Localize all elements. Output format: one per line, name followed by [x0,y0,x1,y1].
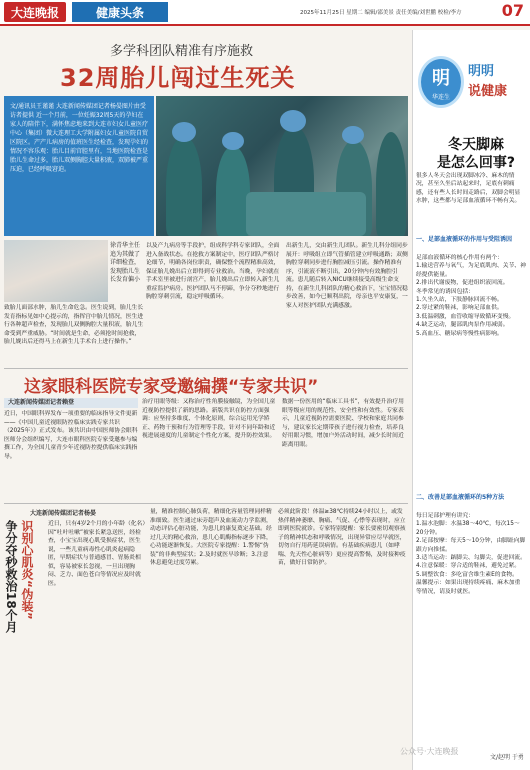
list-item: 足部血液循环的核心作用有两个： [416,255,503,261]
list-item: 3.适当运动：踮脚尖、勾脚尖，促进回流。 [416,555,526,562]
list-item: 2.足部按摩：每天5～10分钟，由脚趾向脚跟方向推揉。 [416,538,526,553]
page-number: 07 [501,1,524,20]
main-headline: 32周胎儿闯过生死关 [60,64,296,92]
third-body-col2: 量，精准控制心肺负荷，精细化容量管理同样精准细致。医生通过床旁超声及血流动力学监测，动态评估心脏功能，为患儿的康复奠定基础。经过几天的精心救治，患儿心肌酶指标逐步下降，心功能逐渐恢复。大医院专家提醒：1.警惕“伪装”的非典型症状；2.及时就医早诊断；3.注意休息避免过度劳累。 [150,509,272,566]
surgery-photo [156,96,408,236]
list-item: 5.调整饮食：多吃富含维生素E的食物。 [416,571,518,578]
list-item: 5.高血压、糖尿病等慢性病影响。 [416,330,503,337]
list-item: 1.久坐久站，下肢静脉回流不畅。 [416,297,503,304]
list-item: 冬季常见的诱因包括： [416,288,474,295]
sidebar-list1 [416,254,526,494]
divider [4,503,408,504]
third-title-line1: 争分夺秒救治18个月 [4,520,18,633]
second-body-col3: 数据一份医用的“临床工具书”，有效提升治疗用眼等级应用的规范性、安全性和有效性。专家表示，儿童近视防控需要医院、学校和家庭共同参与，建议家长定期带孩子进行视力检查，培养良好用眼习惯，增加户外活动时间，减少长时间近距离用眼。 [282,399,404,448]
list-item: 4.缺乏运动，腿部肌肉泵作用减弱。 [416,322,509,329]
second-body-col2: 治疗用眼等级：又称治疗性角膜接触镜，为全国儿童近视防控提供了新的思路。新版共识在防控方面强调：应坚持多维度、个体化原则，综合运用光学矫正、药物干预和行为管理等手段，针对不同年龄和近视进展速度的儿童制定个性化方案，提升防控效果。 [142,399,276,439]
brand-sub: 华连生 [431,94,450,101]
sidebar-title-line1: 冬天脚麻 [448,137,504,153]
main-kicker: 多学科团队精准有序施救 [110,44,254,59]
divider [4,368,408,369]
main-body-col1: 致胎儿面部水肿，胎儿生命危急。医生说到，胎儿生长发育指标见如中心提示的，指挥宫中胎儿情况，医生进行各种超声检查，发现胎儿双侧胸腔大量积液，胎儿生命受到严重威胁。“时间就是生命，必须抢时间抢救，胎儿娩出后还得马上在新生儿手术台上进行操作。” [4,305,144,345]
list-item: 1.温水泡脚：水温38～40℃，每次15～20分钟。 [416,521,520,536]
sidebar-intro: 很多人冬天会出现双脚冰冷、麻木的情况，甚至久坐后站起来时，足底有刺痛感，还有些人长时间走路后，双脚会明显水肿，这些都与足部血液循环不畅有关。 [416,173,521,205]
sidebar-author: 文/赵明 于勇 [490,754,524,761]
second-byline: 大连新闻传媒团记者赖登 [4,398,138,408]
inset-caption: 徐青华主任追为其做了详细检查，发现胎儿生长发育偏小 [110,242,141,283]
list-item: 4.注意保暖：穿合适的鞋袜，避免过紧。 [416,563,521,570]
sidebar-list2 [416,512,526,742]
list-item: 1.输送营养与氧气，为足底肌肉、关节、神经提供能量。 [416,263,526,278]
list-item: 3.低温刺激，血管收缩导致循环变慢。 [416,313,515,320]
sidebar-title-line2: 是怎么回事? [436,155,516,171]
lead-paragraph: 文/通讯员王谨谨 大连新闻传媒团记者杨晏图片由受访者提供 近一个月前，一位妊娠32周5天的孕妇在家人的陪伴下，满怀焦虑地来到大连市妇女儿童医疗中心（集团）微大连理工大学附属妇女儿童医院自贸区院区。产产儿病房的值班医生经检查，发现孕妇的情况不容乐观：胎儿目前宫腔里有，当地医院检查是胎儿生命过多，胎儿双侧胸腔大量积液，双肺被严重压迫，已经呼吸窘迫。 [4,96,154,236]
brand-slogan: 说健康 [468,84,508,99]
second-headline: 这家眼科医院专家受邀编撰“专家共识” [24,377,319,397]
main-body-col2: 以及产九病房等手段护，组成科学科专家团队，全面进入备战状态。在抢救方案制定中，医疗团队严格讨论细节，明确各岗位职责，确保整个流程精准高效，保证胎儿娩出后立即得到专业救治。当晚，孕妇就在手术室里被进行剖宫产，胎儿娩出后立即转入新生儿重症监护病房。医护团队马不停蹄，争分夺秒地进行胸腔穿刺引流，稳定呼吸循环。 [146,243,280,300]
inset-photo [4,240,108,302]
main-body-col3: 出新生儿，交由新生儿团队。新生儿科分组同步展开：呼吸组立即气管插管建立呼吸通路；双侧胸腔穿刺同步进行胸腔减压引流。操作精准有序，引流液不断引出，20分钟内有效胸腔引流。患儿随后转入NICU继续接受高级生命支持，在新生儿科团队的精心救治下，宝宝情况稳步改善，如今已顺利出院，母亲也平安康复，一家人对医护团队充满感激。 [286,243,408,309]
list-item: 2.排出代谢废物，促进组织液回流。 [416,280,509,287]
third-body-col1: 近日，只有4岁2个月的小年龄（化名）因“吐叶吐嗽”被家长紧急送医，经检查，小宝宝出现心肌受损症状，医生说，一些儿童病毒性心肌炎起病隐匿，早期症状与普通感冒、胃肠炎相似，容易被家长忽视，一旦出现胸闷、乏力、面色苍白等情况应及时就医。 [48,521,146,587]
sidebar-section2-heading: 二、改善足部血液循环的5种方法 [416,494,505,501]
brand-character: 明 [432,68,450,89]
list-item: 温馨提示：如果出现持续疼痛、麻木加重等情况，请及时就医。 [416,580,521,595]
third-title-line2: 识别心肌炎“伪装” [20,520,34,620]
third-body-col3: 必须此阶段！体温≥38℃持续24小时以上，或发热伴精神萎靡、胸痛、气促、心悸等表现时，应立即到医院就诊。专家特别提醒：家长要密切观察孩子的精神状态和呼吸情况，出现异常应尽早就医，切勿自行用药延误病情。有基础疾病患儿（如哮喘、先天性心脏病等）更应提高警惕，及时接种疫苗，做好日常防护。 [278,509,406,566]
list-item: 2.穿过紧的鞋袜，影响足部血供。 [416,305,503,312]
brand-name: 明明 [468,64,495,79]
edition-meta: 2025年11月25日 星期二 编辑/邵美景 责任美编/刘世鹏 校检/李方 [300,10,462,16]
list-item: 每日足部护理有讲究： [416,513,474,519]
watermark: 公众号·大连晚报 [400,747,459,756]
third-byline: 大连新闻传媒团记者杨晏 [30,510,97,517]
sidebar-section1-heading: 一、足部血液循环的作用与受阻诱因 [416,236,513,243]
section-label: 健康头条 [72,2,168,22]
second-body-col1: 近日，中国眼科界发布一项重要的临床指导文件更新——《中国儿童近视眼防控临床实践专家共识（2025年）》正式发布。该共识由中国医师协会眼科医师分会组织编写，大连市眼科医院专家受邀参与编撰工作，为全国儿童青少年近视防控提供临床实践指导。 [4,411,138,460]
third-vertical-title [4,520,48,756]
newspaper-logo: 大连晚报 [4,2,66,22]
